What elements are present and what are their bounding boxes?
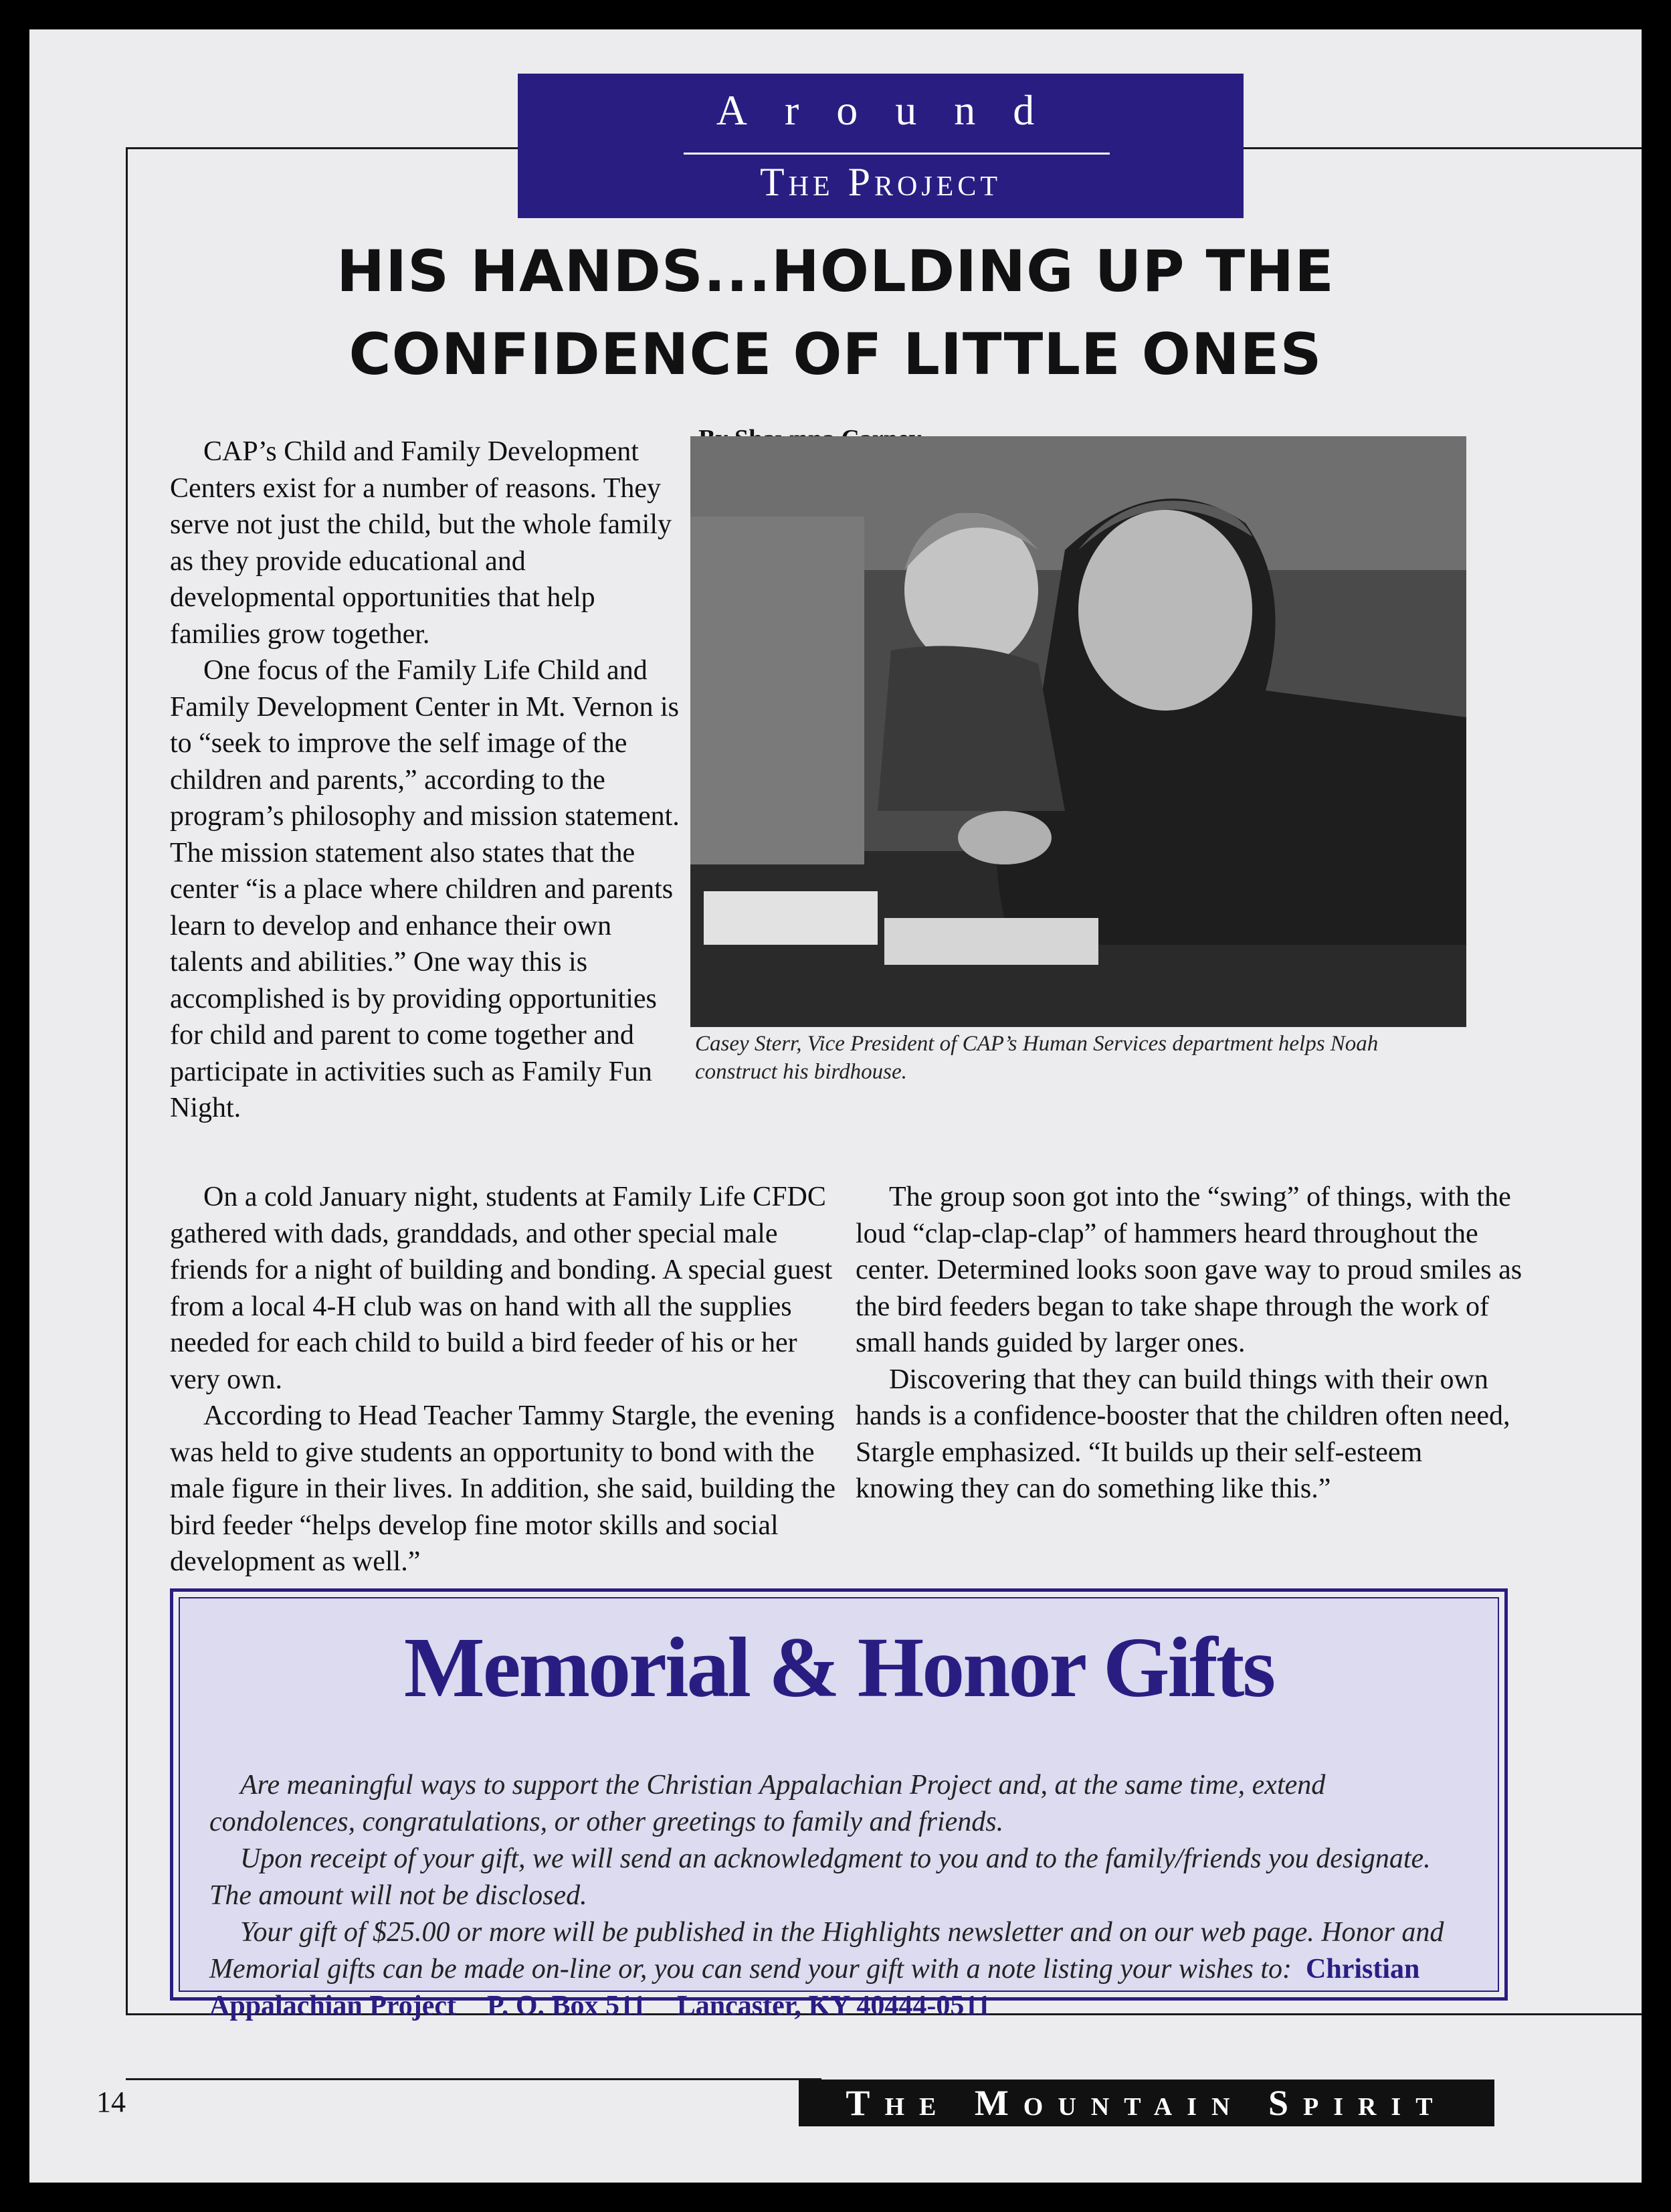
contact-org: Christian Appalachian Project [209,1954,1420,2021]
photo-illustration [690,436,1466,1027]
contact-city: Lancaster, KY 40444-0511 [676,1991,991,2021]
photo-caption: Casey Sterr, Vice President of CAP’s Human Services department helps Noah construct his birdhouse. [695,1032,1379,1084]
page [29,29,1642,2183]
footer-rule [126,2078,821,2080]
section-banner [518,74,1244,218]
article-column-1 [170,434,685,1127]
memorial-gifts-box [170,1588,1508,2021]
memorial-paragraph: Are meaningful ways to support the Christian Appalachian Project and, at the same time, extend condolences, congratulations, or other greetings to family and friends. [209,1770,1326,1837]
banner-divider [684,153,1110,155]
memorial-title: Memorial & Honor Gifts [403,1620,1274,1715]
paragraph: One focus of the Family Life Child and Family Development Center in Mt. Vernon is to “seek to improve the self image of the children and parents,” according to the program’s philosophy and mission statement. The mission statement also states that the center “is a place where children and parents learn to develop and enhance their own talents and abilities.” One way this is accomplished is by providing opportunities for child and parent to come together and participate in activities such as Family Fun Night. [170,655,680,1123]
paragraph: Discovering that they can build things with their own hands is a confidence-booster that the children often need, Stargle emphasized. “It builds up their self-esteem knowing they can do something like this.” [856,1364,1510,1504]
banner-line-1: Around [716,86,1072,134]
memorial-body [209,1767,1471,2025]
article-photo [690,436,1466,1027]
paragraph: According to Head Teacher Tammy Stargle, the evening was held to give students an opportunity to bond with the male figure in their lives. In addition, she said, building the bird feeder “helps develop fine motor skills and social development as well.” [170,1400,835,1577]
article-headline: HIS HANDS...HOLDING UP THE CONFIDENCE OF LITTLE ONES [336,238,1335,388]
memorial-inner [179,1597,1499,2021]
article-column-3 [856,1179,1525,1507]
article-column-2 [170,1179,839,1580]
paragraph: On a cold January night, students at Family Life CFDC gathered with dads, granddads, and other special male friends for a night of building and bonding. A special guest from a local 4-H club was on hand with all the supplies needed for each child to build a bird feeder of his or her very own. [170,1182,833,1395]
paragraph: CAP’s Child and Family Development Centers exist for a number of reasons. They serve not just the child, but the whole family as they provide educational and developmental opportunities that help families grow together. [170,436,672,650]
publication-name: The Mountain Spirit [799,2080,1494,2126]
paragraph: The group soon got into the “swing” of things, with the loud “clap-clap-clap” of hammers heard throughout the center. Determined looks soon gave way to proud smiles as the bird feeders began to take shape through the work of small hands guided by larger ones. [856,1182,1522,1358]
memorial-paragraph [209,1914,1471,2025]
memorial-paragraph-text: Your gift of $25.00 or more will be published in the Highlights newsletter and on our web page. Honor and Memorial gifts can be made on-line or, you can send your gift with a note listing your wishes to: [209,1917,1444,1985]
memorial-paragraph: Upon receipt of your gift, we will send an acknowledgment to you and to the family/friends you designate. The amount will not be disclosed. [209,1843,1431,1911]
contact-box: P. O. Box 511 [487,1991,646,2021]
banner-line-2: The Project [759,160,1002,204]
page-number: 14 [96,2086,126,2118]
